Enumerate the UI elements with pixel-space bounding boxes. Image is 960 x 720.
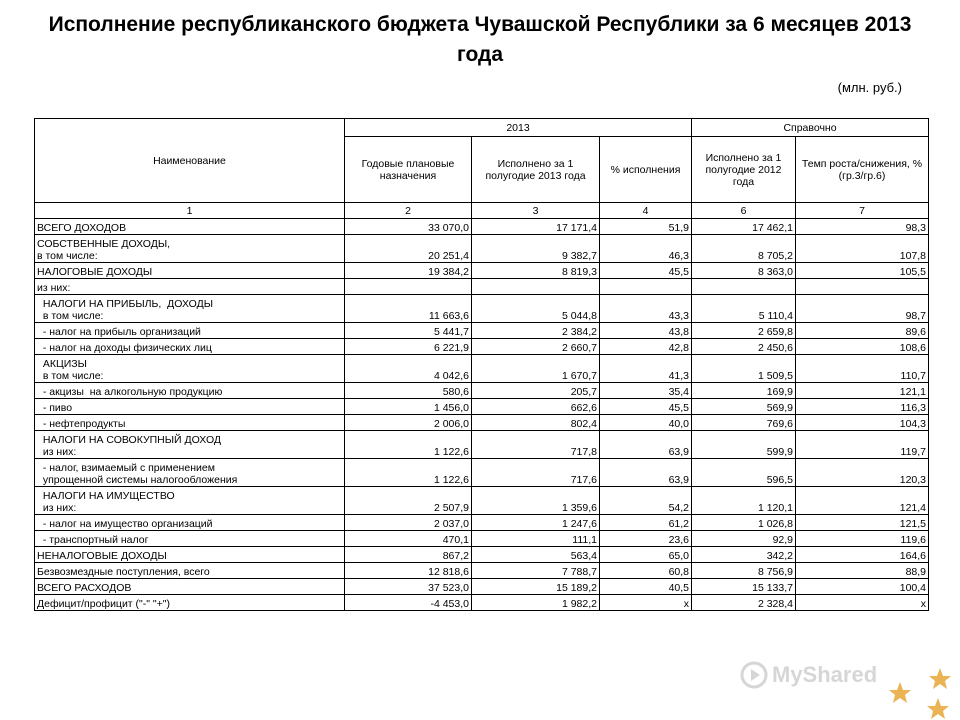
cell-c6: 1 120,1: [692, 487, 796, 515]
cell-c6: 2 328,4: [692, 595, 796, 611]
row-name-line: из них:: [37, 282, 71, 294]
row-name: [35, 487, 345, 515]
row-name: [35, 399, 345, 415]
decorative-stars-icon: [830, 660, 960, 720]
row-name-line: в том числе:: [37, 370, 104, 382]
row-name: [35, 459, 345, 487]
table-row: [35, 355, 929, 383]
table-row: [35, 487, 929, 515]
cell-c7: 110,7: [796, 355, 929, 383]
row-name-line: Безвозмездные поступления, всего: [37, 566, 210, 578]
page-title: Исполнение республиканского бюджета Чувашской Республики за 6 месяцев 2013 года: [48, 13, 912, 66]
cell-c3: 563,4: [472, 547, 600, 563]
cell-c2: 2 006,0: [345, 415, 472, 431]
row-name: [35, 579, 345, 595]
cell-c3: 1 359,6: [472, 487, 600, 515]
table-row: [35, 415, 929, 431]
cell-c2: 20 251,4: [345, 235, 472, 263]
cell-c4: 45,5: [600, 399, 692, 415]
row-name-line: в том числе:: [37, 310, 104, 322]
cell-c7: 121,4: [796, 487, 929, 515]
cell-c4: [600, 279, 692, 295]
row-name: [35, 263, 345, 279]
cell-c4: 42,8: [600, 339, 692, 355]
row-name: [35, 355, 345, 383]
cell-c4: 40,0: [600, 415, 692, 431]
cell-c4: 60,8: [600, 563, 692, 579]
row-name-line: - налог на прибыль организаций: [37, 326, 201, 338]
cell-c7: [796, 279, 929, 295]
row-name-line: - налог на имущество организаций: [37, 518, 213, 530]
cell-c6: 8 705,2: [692, 235, 796, 263]
cell-c3: 15 189,2: [472, 579, 600, 595]
cell-c3: 9 382,7: [472, 235, 600, 263]
colnum: 6: [692, 203, 796, 219]
row-name-line: из них:: [37, 446, 77, 458]
cell-c3: 1 247,6: [472, 515, 600, 531]
header-col2: Годовые плановые назначения: [345, 137, 472, 203]
row-name: [35, 415, 345, 431]
row-name-line: ВСЕГО ДОХОДОВ: [37, 222, 127, 234]
cell-c4: 35,4: [600, 383, 692, 399]
colnum: 7: [796, 203, 929, 219]
table-row: [35, 219, 929, 235]
header-group-2013: 2013: [345, 119, 692, 137]
cell-c6: 15 133,7: [692, 579, 796, 595]
table-row: [35, 563, 929, 579]
cell-c2: 4 042,6: [345, 355, 472, 383]
cell-c3: 662,6: [472, 399, 600, 415]
cell-c4: 40,5: [600, 579, 692, 595]
cell-c7: 121,1: [796, 383, 929, 399]
cell-c3: 1 670,7: [472, 355, 600, 383]
cell-c3: 7 788,7: [472, 563, 600, 579]
cell-c7: 116,3: [796, 399, 929, 415]
cell-c6: [692, 279, 796, 295]
cell-c2: 1 122,6: [345, 431, 472, 459]
row-name: [35, 563, 345, 579]
cell-c6: 2 659,8: [692, 323, 796, 339]
colnum: 4: [600, 203, 692, 219]
cell-c6: 17 462,1: [692, 219, 796, 235]
table-row: [35, 235, 929, 263]
cell-c2: 11 663,6: [345, 295, 472, 323]
cell-c2: 2 507,9: [345, 487, 472, 515]
header-col4: % исполнения: [600, 137, 692, 203]
cell-c4: 46,3: [600, 235, 692, 263]
row-name-line: ВСЕГО РАСХОДОВ: [37, 582, 132, 594]
cell-c2: 470,1: [345, 531, 472, 547]
cell-c6: 1 509,5: [692, 355, 796, 383]
row-name: [35, 235, 345, 263]
table-row: [35, 399, 929, 415]
row-name-line: - нефтепродукты: [37, 418, 126, 430]
cell-c7: 119,6: [796, 531, 929, 547]
cell-c2: 37 523,0: [345, 579, 472, 595]
cell-c6: 5 110,4: [692, 295, 796, 323]
row-name-line: НАЛОГИ НА ПРИБЫЛЬ, ДОХОДЫ: [37, 298, 213, 310]
header-name: Наименование: [35, 119, 345, 203]
row-name: [35, 531, 345, 547]
table-row: [35, 459, 929, 487]
row-name-line: в том числе:: [37, 250, 98, 262]
table-row: [35, 595, 929, 611]
table-row: [35, 515, 929, 531]
cell-c4: 43,3: [600, 295, 692, 323]
row-name-line: НАЛОГИ НА СОВОКУПНЫЙ ДОХОД: [37, 434, 222, 446]
cell-c7: 98,3: [796, 219, 929, 235]
header-group-reference: Справочно: [692, 119, 929, 137]
play-icon: [740, 661, 768, 689]
cell-c3: 2 384,2: [472, 323, 600, 339]
cell-c2: 1 122,6: [345, 459, 472, 487]
cell-c3: 5 044,8: [472, 295, 600, 323]
cell-c3: 8 819,3: [472, 263, 600, 279]
row-name-line: - налог на доходы физических лиц: [37, 342, 212, 354]
row-name: [35, 295, 345, 323]
cell-c4: 63,9: [600, 431, 692, 459]
cell-c7: 164,6: [796, 547, 929, 563]
row-name: [35, 547, 345, 563]
cell-c4: 65,0: [600, 547, 692, 563]
cell-c6: 769,6: [692, 415, 796, 431]
row-name-line: из них:: [37, 502, 77, 514]
table-row: [35, 323, 929, 339]
row-name: [35, 595, 345, 611]
colnum: 1: [35, 203, 345, 219]
cell-c2: 2 037,0: [345, 515, 472, 531]
row-name: [35, 279, 345, 295]
cell-c3: 1 982,2: [472, 595, 600, 611]
cell-c4: 51,9: [600, 219, 692, 235]
cell-c2: 6 221,9: [345, 339, 472, 355]
header-col7: Темп роста/снижения, % (гр.3/гр.6): [796, 137, 929, 203]
cell-c4: 45,5: [600, 263, 692, 279]
row-name: [35, 431, 345, 459]
row-name: [35, 219, 345, 235]
cell-c7: 104,3: [796, 415, 929, 431]
cell-c3: 717,8: [472, 431, 600, 459]
cell-c3: 717,6: [472, 459, 600, 487]
cell-c2: 12 818,6: [345, 563, 472, 579]
cell-c4: 23,6: [600, 531, 692, 547]
cell-c6: 599,9: [692, 431, 796, 459]
table-row: [35, 531, 929, 547]
cell-c4: 61,2: [600, 515, 692, 531]
row-name-line: НАЛОГИ НА ИМУЩЕСТВО: [37, 490, 175, 502]
unit-label: (млн. руб.): [837, 80, 902, 95]
colnum: 2: [345, 203, 472, 219]
cell-c6: 569,9: [692, 399, 796, 415]
cell-c6: 8 363,0: [692, 263, 796, 279]
table-row: [35, 431, 929, 459]
cell-c7: 89,6: [796, 323, 929, 339]
cell-c2: -4 453,0: [345, 595, 472, 611]
cell-c2: 5 441,7: [345, 323, 472, 339]
cell-c7: 108,6: [796, 339, 929, 355]
cell-c3: 2 660,7: [472, 339, 600, 355]
cell-c3: 17 171,4: [472, 219, 600, 235]
cell-c7: 98,7: [796, 295, 929, 323]
row-name-line: НЕНАЛОГОВЫЕ ДОХОДЫ: [37, 550, 167, 562]
cell-c2: [345, 279, 472, 295]
row-name-line: АКЦИЗЫ: [37, 358, 87, 370]
cell-c4: 63,9: [600, 459, 692, 487]
cell-c6: 596,5: [692, 459, 796, 487]
column-number-row: [35, 203, 929, 219]
table-row: [35, 339, 929, 355]
row-name: [35, 323, 345, 339]
row-name: [35, 339, 345, 355]
cell-c6: 8 756,9: [692, 563, 796, 579]
cell-c7: 107,8: [796, 235, 929, 263]
row-name-line: Дефицит/профицит ("-" "+"): [37, 598, 170, 610]
cell-c6: 2 450,6: [692, 339, 796, 355]
table-row: [35, 263, 929, 279]
cell-c4: x: [600, 595, 692, 611]
row-name-line: - транспортный налог: [37, 534, 149, 546]
table-row: [35, 295, 929, 323]
cell-c6: 1 026,8: [692, 515, 796, 531]
table-row: [35, 547, 929, 563]
cell-c3: [472, 279, 600, 295]
cell-c7: 105,5: [796, 263, 929, 279]
cell-c7: 121,5: [796, 515, 929, 531]
cell-c7: x: [796, 595, 929, 611]
row-name-line: - пиво: [37, 402, 73, 414]
budget-table: [34, 118, 929, 611]
cell-c7: 88,9: [796, 563, 929, 579]
colnum: 3: [472, 203, 600, 219]
row-name-line: - налог, взимаемый с применением: [37, 462, 215, 474]
cell-c4: 43,8: [600, 323, 692, 339]
cell-c2: 1 456,0: [345, 399, 472, 415]
row-name-line: НАЛОГОВЫЕ ДОХОДЫ: [37, 266, 153, 278]
row-name: [35, 515, 345, 531]
cell-c2: 580,6: [345, 383, 472, 399]
cell-c2: 19 384,2: [345, 263, 472, 279]
cell-c4: 41,3: [600, 355, 692, 383]
row-name-line: упрощенной системы налогообложения: [37, 474, 238, 486]
cell-c6: 342,2: [692, 547, 796, 563]
cell-c3: 802,4: [472, 415, 600, 431]
watermark-text: MyShared: [772, 662, 878, 687]
header-col3: Исполнено за 1 полугодие 2013 года: [472, 137, 600, 203]
row-name-line: - акцизы на алкогольную продукцию: [37, 386, 223, 398]
cell-c6: 92,9: [692, 531, 796, 547]
cell-c3: 205,7: [472, 383, 600, 399]
table-row: [35, 579, 929, 595]
cell-c2: 867,2: [345, 547, 472, 563]
cell-c7: 120,3: [796, 459, 929, 487]
row-name: [35, 383, 345, 399]
cell-c7: 100,4: [796, 579, 929, 595]
cell-c7: 119,7: [796, 431, 929, 459]
cell-c6: 169,9: [692, 383, 796, 399]
table-row: [35, 279, 929, 295]
cell-c3: 111,1: [472, 531, 600, 547]
row-name-line: СОБСТВЕННЫЕ ДОХОДЫ,: [37, 238, 171, 250]
cell-c4: 54,2: [600, 487, 692, 515]
table-row: [35, 383, 929, 399]
cell-c2: 33 070,0: [345, 219, 472, 235]
header-col6: Исполнено за 1 полугодие 2012 года: [692, 137, 796, 203]
